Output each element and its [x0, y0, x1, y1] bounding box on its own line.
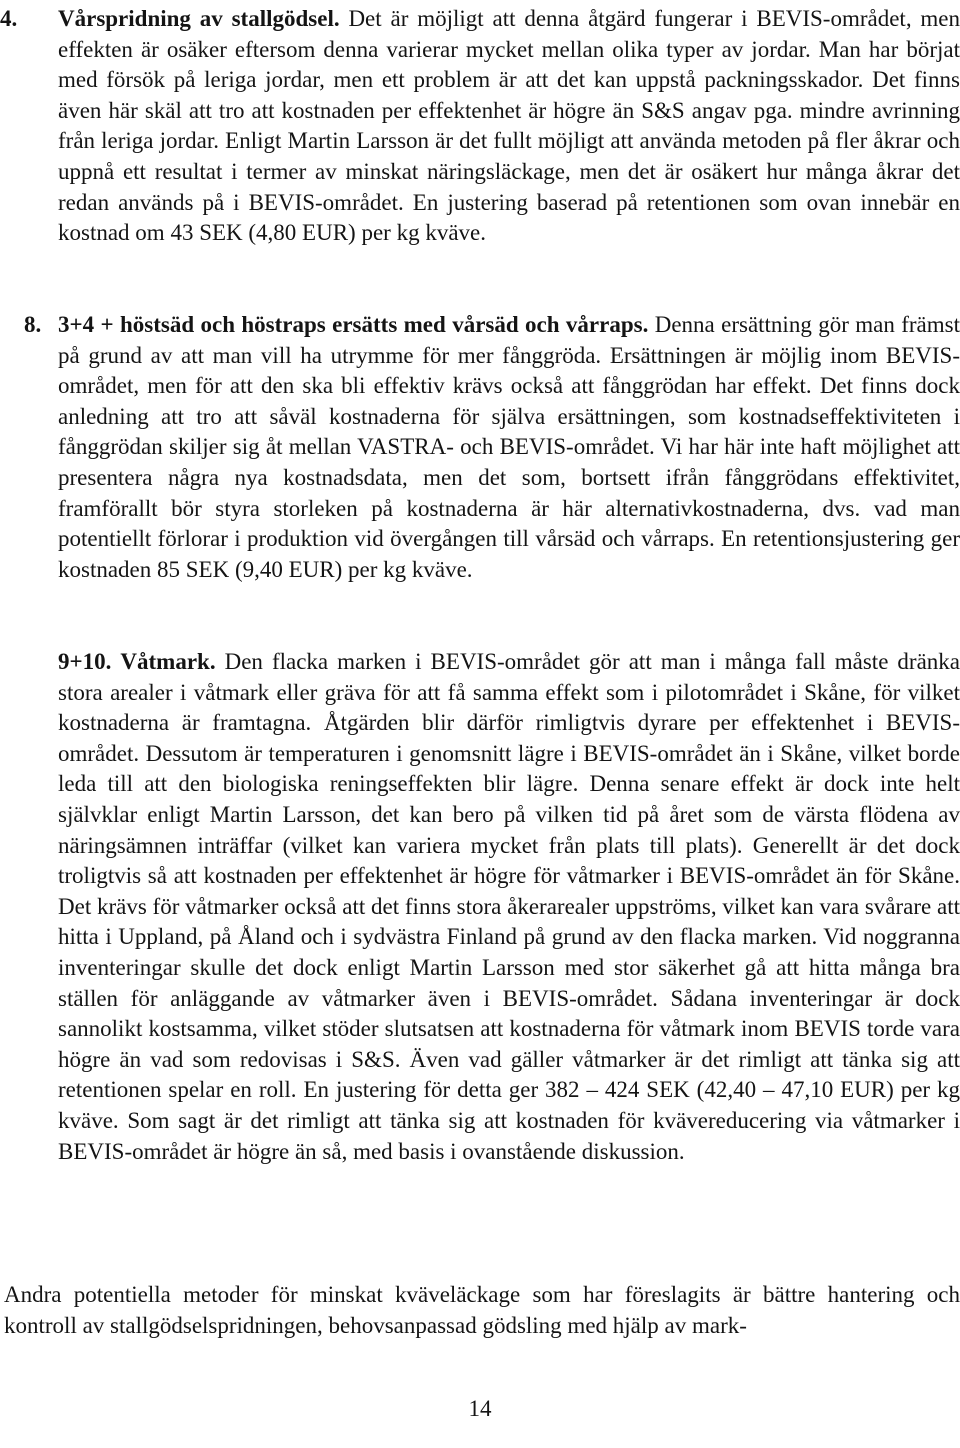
section-number: 4.: [0, 6, 18, 31]
page-number: 14: [468, 1396, 492, 1421]
section-4: [0, 4, 960, 249]
section-heading: Våtmark.: [120, 649, 216, 674]
section-number: 8.: [24, 312, 42, 337]
section-body: Den flacka marken i BEVIS-området gör att man i många fall måste dränka stora arealer i våtmark eller gräva för att få samma effekt som i pilotområdet i Skåne, för vilket kostnaderna är framtagna. Åtgärden blir därför rimligtvis dyrare per effektenhet i BEVIS-området. Dessutom är temperaturen i genomsnitt lägre i BEVIS-området än i Skåne, vilket borde leda till att den biologiska reningseffekten blir lägre. Denna senare effekt är dock inte helt självklar enligt Martin Larsson, det kan bero på vilken tid på året som de värsta flödena av näringsämnen inträffar (vilket kan variera mycket från plats till plats). Generellt är det dock troligtvis så att kostnaden per effektenhet är högre för våtmarker i BEVIS-området än för Skåne. Det krävs för våtmarker också att det finns stora åkerarealer uppströms, vilket kan vara svårare att hitta i Uppland, på Åland och i sydvästra Finland på grund av den flacka marken. Vid noggranna inventeringar skulle det dock enligt Martin Larsson med stor säkerhet gå att hitta många bra ställen för anläggande av våtmarker även i BEVIS-området. Sådana inventeringar är dock sannolikt kostsamma, vilket stöder slutsatsen att kostnaderna för våtmark inom BEVIS torde vara högre än vad som redovisas i S&S. Även vad gäller våtmarker är det rimligt att tänka sig att retentionen spelar en roll. En justering för detta ger 382 – 424 SEK (42,40 – 47,10 EUR) per kg kväve. Som sagt är det rimligt att tänka sig att kostnaden för kvävereducering via våtmarker i BEVIS-området är högre än så, med basis i ovanstående diskussion.: [58, 649, 960, 1164]
section-heading: 3+4 + höstsäd och höstraps ersätts med vårsäd och vårraps.: [58, 312, 649, 337]
section-number: 9+10.: [58, 649, 112, 674]
section-body: Det är möjligt att denna åtgärd fungerar i BEVIS-området, men effekten är osäker eftersom denna varierar mycket mellan olika typer av jordar. Man har börjat med försök på leriga jordar, men ett problem är att det kan uppstå packningsskador. Det finns även här skäl att tro att kostnaden per effektenhet är högre än S&S angav pga. mindre avrinning från leriga jordar. Enligt Martin Larsson är det fullt möjligt att använda metoden på fler åkrar och uppnå ett resultat i termer av minskat näringsläckage, men det är osäkert hur många åkrar det redan används på i BEVIS-området. En justering baserad på retentionen som ovan innebär en kostnad om 43 SEK (4,80 EUR) per kg kväve.: [58, 6, 960, 246]
section-9-10: [58, 647, 960, 1167]
closing-paragraph: Andra potentiella metoder för minskat kväveläckage som har föreslagits är bättre hantering och kontroll av stallgödselspridningen, behovsanpassad gödsling med hjälp av mark-: [4, 1282, 960, 1338]
section-heading: Vårspridning av stallgödsel.: [58, 6, 340, 31]
section-8: [24, 310, 960, 585]
section-body: Denna ersättning gör man främst på grund av att man vill ha utrymme för mer fånggröda. Ersättningen är möjlig inom BEVIS-området, men för att den ska bli effektiv krävs också att fånggrödan har effekt. Det finns dock anledning att tro att såväl kostnaderna för själva ersättningen, som kostnadseffektiviteten i fånggrödan skiljer sig åt mellan VASTRA- och BEVIS-området. Vi har här inte haft möjlighet att presentera några nya kostnadsdata, men det som, bortsett ifrån fånggrödans effektivitet, framförallt bör styra storleken på kostnaderna är här alternativkostnaderna, dvs. vad man potentiellt förlorar i produktion vid övergången till vårsäd och vårraps. En retentionsjustering ger kostnaden 85 SEK (9,40 EUR) per kg kväve.: [58, 312, 960, 582]
